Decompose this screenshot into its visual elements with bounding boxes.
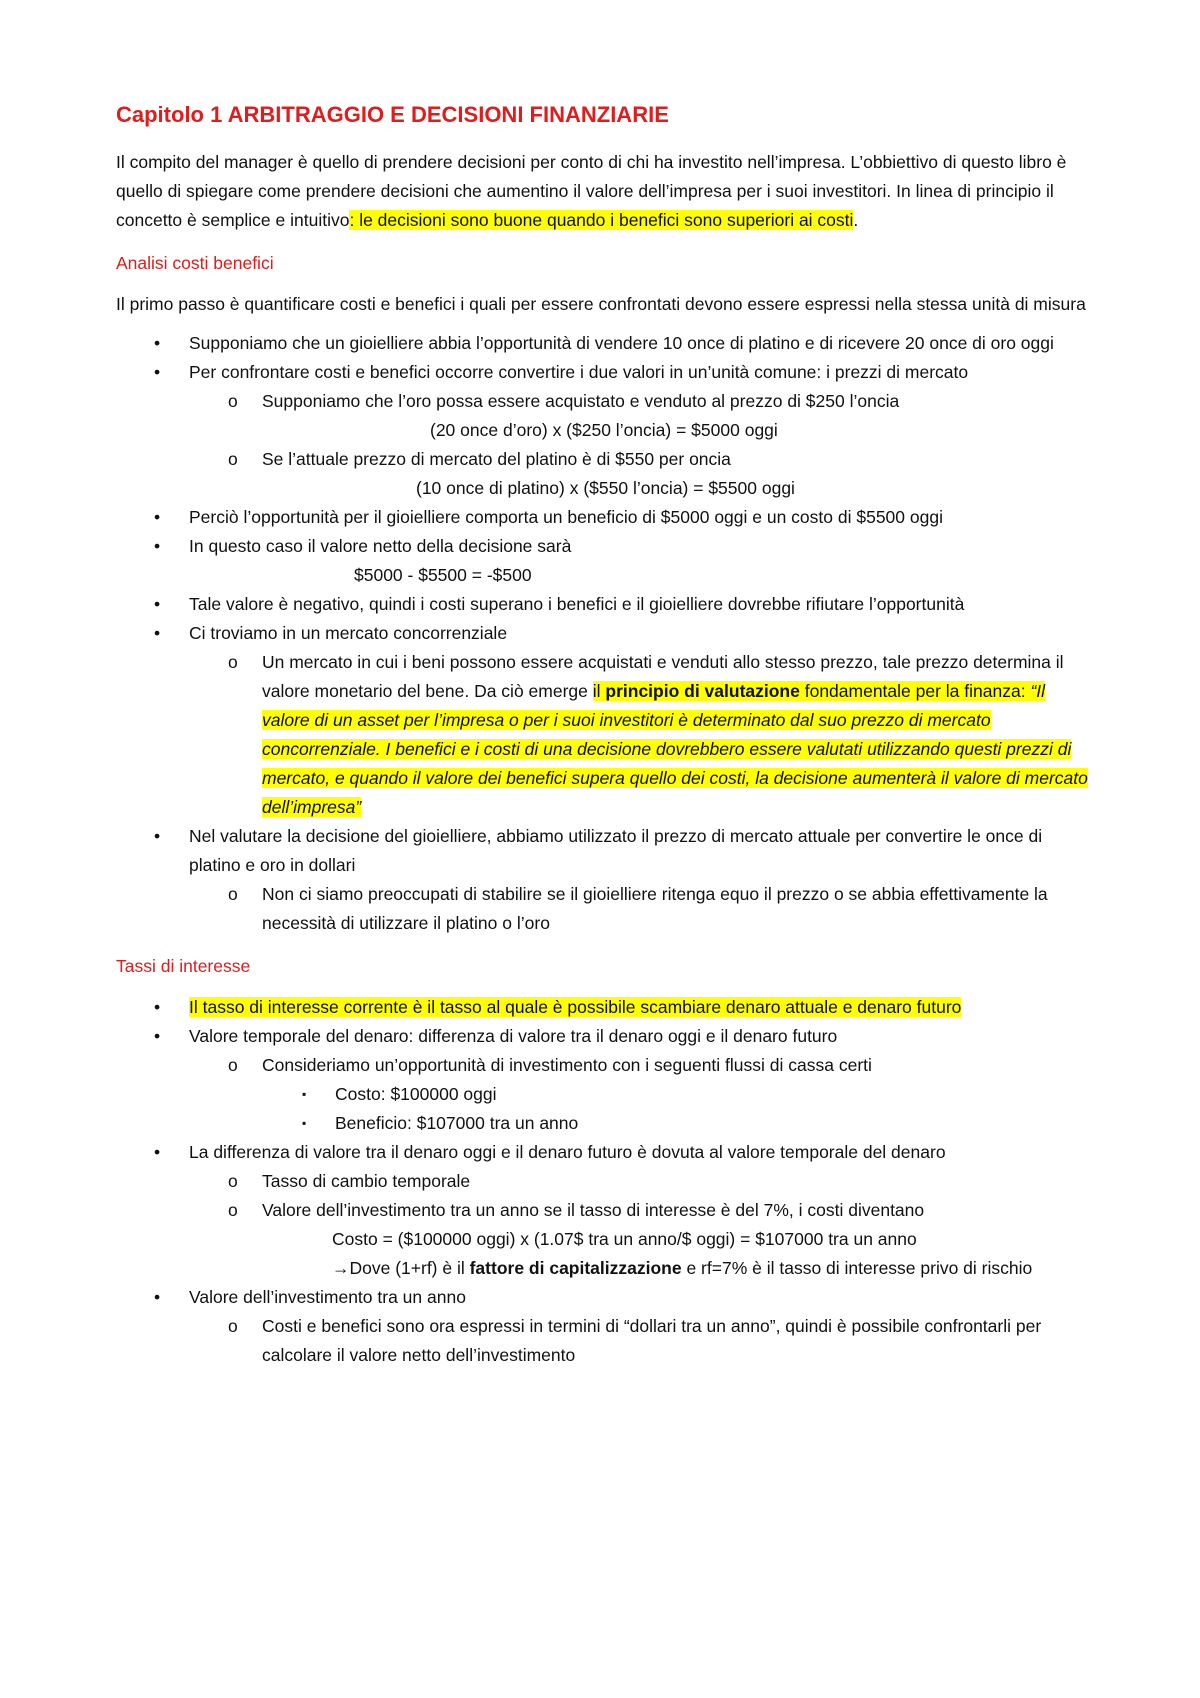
- calculation-text: Costo = ($100000 oggi) x (1.07$ tra un anno/$ oggi) = $107000 tra un anno: [332, 1229, 917, 1249]
- list-subitem: [116, 880, 1096, 938]
- document-page: [116, 100, 1096, 1370]
- list-subitem: [116, 387, 1096, 416]
- list-item-text: Perciò l’opportunità per il gioielliere comporta un beneficio di $5000 oggi e un costo di $5500 oggi: [189, 507, 943, 527]
- square-marker: ▪: [302, 1087, 307, 1101]
- list-subsubitem: [116, 1080, 1096, 1109]
- section-heading-tassi: Tassi di interesse: [116, 956, 251, 976]
- sub-marker: o: [228, 1171, 238, 1191]
- note-text: e rf=7% è il tasso di interesse privo di rischio: [681, 1258, 1033, 1278]
- sub-marker: o: [228, 1055, 238, 1075]
- principle-bold: principio di valutazione: [605, 681, 800, 701]
- list-item: [116, 1138, 1096, 1167]
- intro-text: Il compito del manager è quello di prendere decisioni per conto di chi ha investito nell’impresa. L’obbiettivo di questo libro è quello di spiegare come prendere decisioni che aumentino il valore dell’impresa per i suoi investitori. In linea di principio il concetto è semplice e intuitivo: [116, 152, 1067, 230]
- list-item-text: Per confrontare costi e benefici occorre convertire i due valori in un’unità comune: i prezzi di mercato: [189, 362, 969, 382]
- intro-paragraph: [116, 148, 1096, 235]
- list-item: [116, 822, 1096, 880]
- section1-paragraph: Il primo passo è quantificare costi e benefici i quali per essere confrontati devono essere espressi nella stessa unità di misura: [116, 294, 1086, 314]
- list-subitem-text: Non ci siamo preoccupati di stabilire se il gioielliere ritenga equo il prezzo o se abbia effettivamente la necessità di utilizzare il platino o l’oro: [262, 884, 1048, 933]
- calculation-line: [116, 561, 1096, 590]
- list-item: [116, 329, 1096, 358]
- note-text: Dove (1+rf) è il: [349, 1258, 470, 1278]
- bullet-marker: •: [154, 826, 161, 846]
- list-subsubitem-text: Beneficio: $107000 tra un anno: [335, 1113, 579, 1133]
- chapter-title: Capitolo 1 ARBITRAGGIO E DECISIONI FINANZIARIE: [116, 102, 669, 127]
- list-subitem: [116, 648, 1096, 822]
- intro-end: .: [853, 210, 859, 230]
- sub-marker: o: [228, 391, 238, 411]
- calculation-text: (20 once d’oro) x ($250 l’oncia) = $5000 oggi: [430, 420, 778, 440]
- intro-highlight: : le decisioni sono buone quando i benefici sono superiori ai costi: [349, 210, 854, 230]
- list-item-text: Tale valore è negativo, quindi i costi superano i benefici e il gioielliere dovrebbe rifiutare l’opportunità: [189, 594, 965, 614]
- list-subitem-text: Valore dell’investimento tra un anno se il tasso di interesse è del 7%, i costi diventano: [262, 1200, 925, 1220]
- bullet-marker: •: [154, 362, 161, 382]
- section-heading-costi-benefici: Analisi costi benefici: [116, 253, 274, 273]
- calculation-text: $5000 - $5500 = -$500: [354, 565, 532, 585]
- arrow-icon: →: [332, 1258, 350, 1278]
- list-item-text: Valore dell’investimento tra un anno: [189, 1287, 466, 1307]
- highlight-text: il: [592, 681, 606, 701]
- list-subitem-text: Tasso di cambio temporale: [262, 1171, 471, 1191]
- calculation-line: [116, 416, 1096, 445]
- principle-quote: “Il valore di un asset per l’impresa o per i suoi investitori è determinato dal suo prezzo di mercato concorrenziale. I benefici e i costi di una decisione dovrebbero essere valutati utilizzando questi prezzi di mercato, e quando il valore dei benefici supera quello dei costi, la decisione aumenterà il valore di mercato dell’impresa”: [262, 681, 1088, 817]
- list-subitem-text: Consideriamo un’opportunità di investimento con i seguenti flussi di cassa certi: [262, 1055, 872, 1075]
- list-item-text: Nel valutare la decisione del gioielliere, abbiamo utilizzato il prezzo di mercato attuale per convertire le once di platino e oro in dollari: [189, 826, 1043, 875]
- bullet-marker: •: [154, 1142, 161, 1162]
- sub-marker: o: [228, 884, 238, 904]
- section1-list: [116, 329, 1096, 938]
- list-item: [116, 619, 1096, 648]
- list-subitem: [116, 1051, 1096, 1080]
- list-item-text: Supponiamo che un gioielliere abbia l’opportunità di vendere 10 once di platino e di ricevere 20 once di oro oggi: [189, 333, 1054, 353]
- bullet-marker: •: [154, 507, 161, 527]
- list-subitem: [116, 1196, 1096, 1225]
- list-item: [116, 358, 1096, 387]
- list-subitem-text: Un mercato in cui i beni possono essere acquistati e venduti allo stesso prezzo, tale prezzo determina il valore monetario del bene. Da ciò emerge: [262, 652, 1064, 701]
- list-item: [116, 1283, 1096, 1312]
- list-item: [116, 993, 1096, 1022]
- calculation-line: [116, 1225, 1096, 1254]
- list-item-text: Valore temporale del denaro: differenza di valore tra il denaro oggi e il denaro futuro: [189, 1026, 838, 1046]
- square-marker: ▪: [302, 1116, 307, 1130]
- bullet-marker: •: [154, 623, 161, 643]
- highlight-principle: [262, 681, 1088, 817]
- section2-list: [116, 993, 1096, 1370]
- list-item: [116, 590, 1096, 619]
- sub-marker: o: [228, 449, 238, 469]
- bullet-marker: •: [154, 594, 161, 614]
- calculation-text: (10 once di platino) x ($550 l’oncia) = $5500 oggi: [416, 478, 795, 498]
- list-item: [116, 503, 1096, 532]
- bullet-marker: •: [154, 1026, 161, 1046]
- list-item: [116, 1022, 1096, 1051]
- list-subitem-text: Se l’attuale prezzo di mercato del platino è di $550 per oncia: [262, 449, 731, 469]
- bullet-marker: •: [154, 997, 161, 1017]
- list-item-text: Ci troviamo in un mercato concorrenziale: [189, 623, 508, 643]
- sub-marker: o: [228, 1200, 238, 1220]
- list-subitem: [116, 1167, 1096, 1196]
- bullet-marker: •: [154, 536, 161, 556]
- calculation-note: [116, 1254, 1096, 1283]
- calculation-line: [116, 474, 1096, 503]
- bullet-marker: •: [154, 333, 161, 353]
- list-item: [116, 532, 1096, 561]
- sub-marker: o: [228, 1316, 238, 1336]
- bullet-marker: •: [154, 1287, 161, 1307]
- list-subitem: [116, 445, 1096, 474]
- capitalization-bold: fattore di capitalizzazione: [469, 1258, 682, 1278]
- sub-marker: o: [228, 652, 238, 672]
- list-item-text-highlight: Il tasso di interesse corrente è il tasso al quale è possibile scambiare denaro attuale e denaro futuro: [189, 997, 962, 1017]
- list-item-text: In questo caso il valore netto della decisione sarà: [189, 536, 572, 556]
- list-subsubitem: [116, 1109, 1096, 1138]
- highlight-text: fondamentale per la finanza:: [799, 681, 1031, 701]
- list-subitem-text: Supponiamo che l’oro possa essere acquistato e venduto al prezzo di $250 l’oncia: [262, 391, 900, 411]
- list-subsubitem-text: Costo: $100000 oggi: [335, 1084, 497, 1104]
- list-subitem: [116, 1312, 1096, 1370]
- list-item-text: La differenza di valore tra il denaro oggi e il denaro futuro è dovuta al valore temporale del denaro: [189, 1142, 946, 1162]
- list-subitem-text: Costi e benefici sono ora espressi in termini di “dollari tra un anno”, quindi è possibile confrontarli per calcolare il valore netto dell’investimento: [262, 1316, 1042, 1365]
